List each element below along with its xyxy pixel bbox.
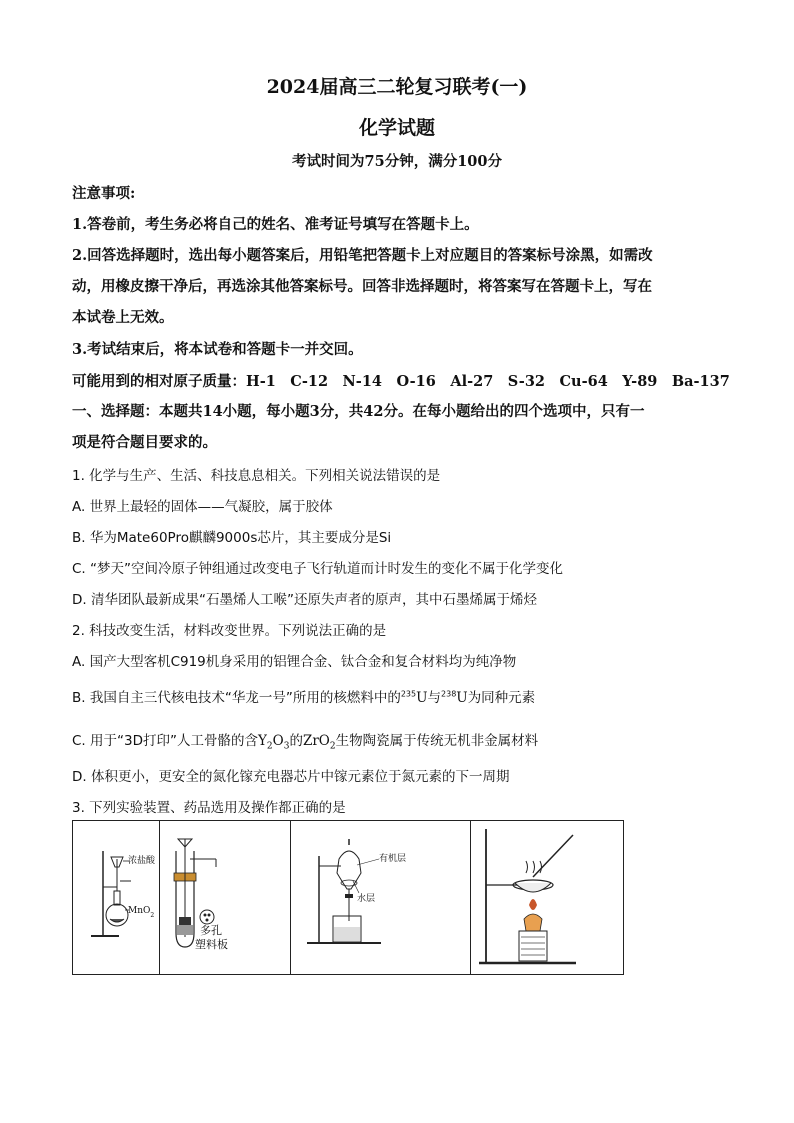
notes-item-2-line-1: 2.回答选择题时，选出每小题答案后，用铅笔把答题卡上对应题目的答案标号涂黑，如需改 — [72, 247, 653, 264]
q1-option-a: A. 世界上最轻的固体——气凝胶，属于胶体 — [72, 499, 333, 515]
q3-figure-1 — [73, 821, 160, 974]
notes-item-2-line-2: 动，用橡皮擦干净后，再选涂其他答案标号。回答非选择题时，将答案写在答题卡上，写在 — [72, 278, 652, 295]
mno2-label: MnO$_2$ — [128, 906, 155, 919]
porous-label-1: 多孔 — [200, 924, 222, 937]
notes-item-2-line-3: 本试卷上无效。 — [72, 309, 174, 326]
chlorine-generator-diagram — [73, 821, 160, 974]
separatory-funnel-diagram — [291, 821, 471, 974]
gas-generator-diagram — [160, 821, 291, 974]
section-1-line-2: 项是符合题目要求的。 — [72, 434, 217, 451]
q1-stem: 1. 化学与生产、生活、科技息息相关。下列相关说法错误的是 — [72, 468, 441, 484]
q3-figure-2 — [160, 821, 291, 974]
conc-hcl-label: 浓盐酸 — [128, 856, 156, 866]
q3-stem: 3. 下列实验装置、药品选用及操作都正确的是 — [72, 800, 346, 816]
subject-title: 化学试题 — [358, 117, 435, 139]
notes-item-3: 3.考试结束后，将本试卷和答题卡一并交回。 — [72, 341, 363, 358]
q3-figure-4 — [471, 821, 623, 974]
q2-option-c: C. 用于“3D打印”人工骨骼的含$Y_2O_3$的ZrO$_2$生物陶瓷属于传统无机非金属材料 — [72, 733, 539, 752]
notes-item-1: 1.答卷前，考生务必将自己的姓名、准考证号填写在答题卡上。 — [72, 216, 479, 233]
aqueous-layer-label: 水层 — [357, 894, 376, 904]
q3-figure-3 — [291, 821, 471, 974]
q2-option-a: A. 国产大型客机C919机身采用的铝锂合金、钛合金和复合材料均为纯净物 — [72, 654, 517, 670]
q1-option-c: C. “梦天”空间冷原子钟组通过改变电子飞行轨道而计时发生的变化不属于化学变化 — [72, 561, 563, 577]
exam-info: 考试时间为75分钟，满分100分 — [292, 153, 502, 170]
atomic-masses: 可能用到的相对原子质量：H-1 C-12 N-14 O-16 Al-27 S-32 Cu-64 Y-89 Ba-137 — [72, 373, 730, 390]
section-1-line-1: 一、选择题：本题共14小题，每小题3分，共42分。在每小题给出的四个选项中，只有一 — [72, 403, 645, 420]
organic-layer-label: 有机层 — [379, 854, 407, 864]
porous-label-2: 塑料板 — [195, 938, 228, 951]
evaporation-diagram — [471, 821, 623, 974]
q1-option-d: D. 清华团队最新成果“石墨烯人工喉”还原失声者的原声，其中石墨烯属于烯烃 — [72, 592, 537, 608]
q3-apparatus-table — [72, 820, 624, 975]
q2-stem: 2. 科技改变生活，材料改变世界。下列说法正确的是 — [72, 623, 387, 639]
exam-title: 2024届高三二轮复习联考(一) — [266, 76, 528, 98]
q1-option-b: B. 华为Mate60Pro麒麟9000s芯片，其主要成分是Si — [72, 530, 392, 546]
q2-option-d: D. 体积更小，更安全的氮化镓充电器芯片中镓元素位于氮元素的下一周期 — [72, 769, 510, 785]
notes-heading: 注意事项: — [72, 185, 136, 202]
q2-option-b: B. 我国自主三代核电技术“华龙一号”所用的核燃料中的$^{235}$U与$^{238}$U为同种元素 — [72, 689, 536, 706]
